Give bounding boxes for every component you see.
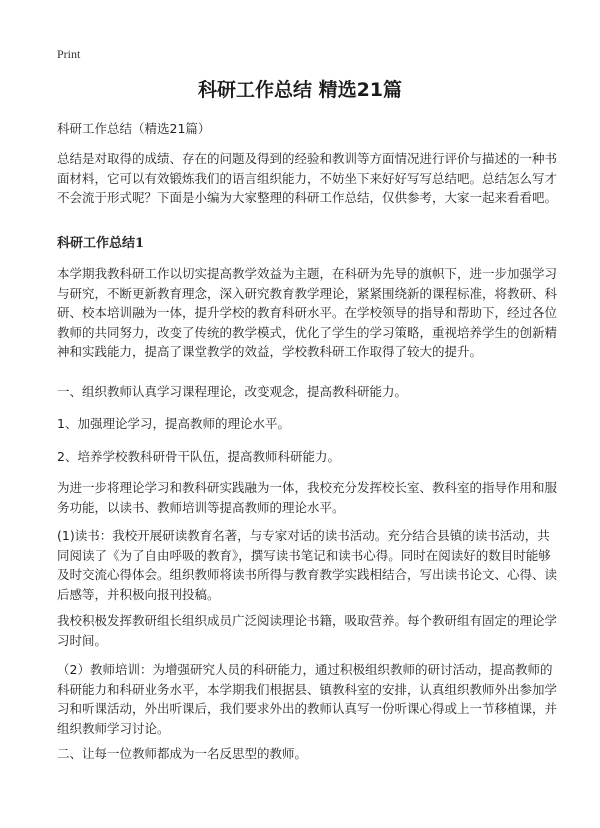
section-heading: 科研工作总结1 xyxy=(57,236,145,251)
page-title: 科研工作总结 精选21篇 xyxy=(197,79,403,101)
paragraph-subpoint-2: 2、培养学校教科研骨干队伍，提高教师科研能力。 xyxy=(57,449,340,464)
document-subtitle: 科研工作总结（精选21篇） xyxy=(57,121,211,136)
paragraph-practice: 为进一步将理论学习和教科研实践融为一体，我校充分发挥校长室、教科室的指导作用和服务功能，以读书、教师培训等提高教师的理论水平。 xyxy=(57,480,558,515)
paragraph-reading: (1)读书：我校开展研读教育名著，与专家对话的读书活动。充分结合县镇的读书活动，共同阅读了《为了自由呼吸的教育》，撰写读书笔记和读书心得。同时在阅读好的数目时能够及时交流心得体会。组织教师将读书所得与教育教学实践相结合，写出读书论文、心得、读后感等，并积极向报刊投稿。 xyxy=(57,528,558,602)
paragraph-subpoint-1: 1、加强理论学习，提高教师的理论水平。 xyxy=(57,416,290,431)
paragraph-summary: 本学期我教科研工作以切实提高教学效益为主题，在科研为先导的旗帜下，进一步加强学习与研究，不断更新教育理念，深入研究教育教学理论，紧紧围绕新的课程标准，将教研、科研、校本培训融为一体，提升学校的教育科研水平。在学校领导的指导和帮助下，经过各位教师的共同努力，改变了传统的教学模式，优化了学生的学习策略，重视培养学生的创新精神和实践能力，提高了课堂教学的效益，学校教科研工作取得了较大的提升。 xyxy=(57,266,558,359)
intro-paragraph: 总结是对取得的成绩、存在的问题及得到的经验和教训等方面情况进行评价与描述的一种书面材料，它可以有效锻炼我们的语言组织能力，不妨坐下来好好写写总结吧。总结怎么写才不会流于形式呢？下面是小编为大家整理的科研工作总结，仅供参考，大家一起来看看吧。 xyxy=(57,151,558,205)
print-link[interactable]: Print xyxy=(57,47,81,61)
paragraph-study-groups: 我校积极发挥教研组长组织成员广泛阅读理论书籍，吸取营养。每个教研组有固定的理论学习时间。 xyxy=(57,613,558,648)
paragraph-training: （2）教师培训：为增强研究人员的科研能力，通过积极组织教师的研讨活动，提高教师的科研能力和科研业务水平，本学期我们根据县、镇教科室的安排，认真组织教师外出参加学习和听课活动，外出听课后，我们要求外出的教师认真写一份听课心得或上一节移植课，并组织教师学习讨论。 xyxy=(57,662,558,736)
paragraph-point-one: 一、组织教师认真学习课程理论，改变观念，提高教科研能力。 xyxy=(57,384,408,399)
paragraph-point-two: 二、让每一位教师都成为一名反思型的教师。 xyxy=(57,746,308,761)
